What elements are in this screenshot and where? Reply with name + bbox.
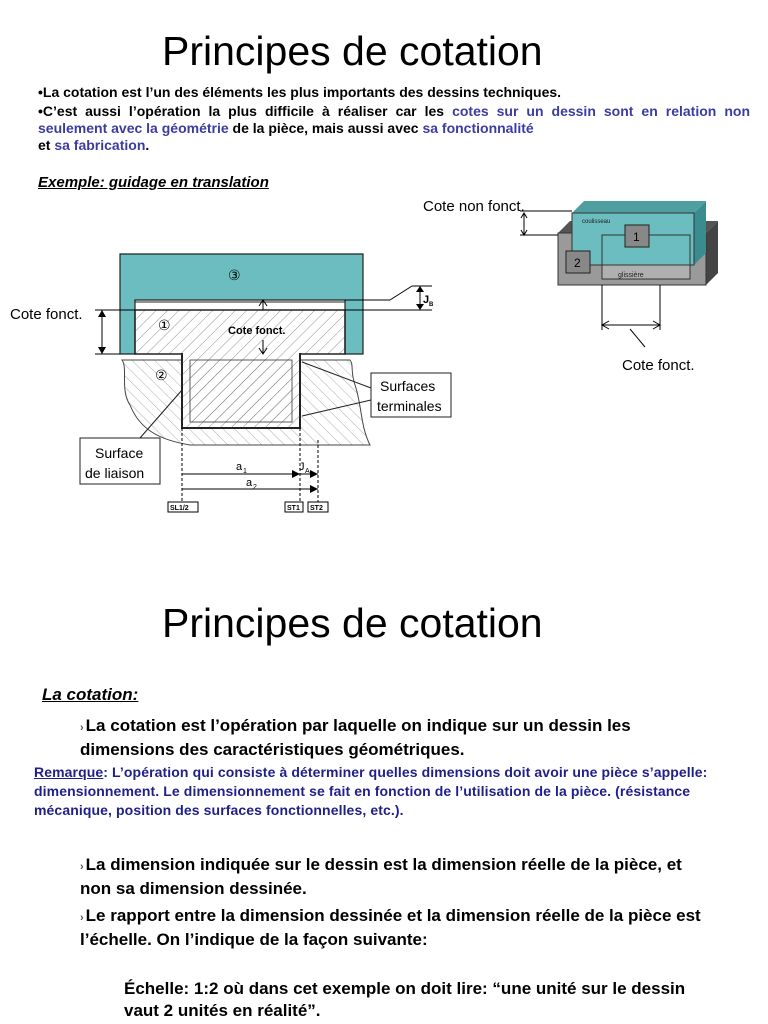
slide2-remark xyxy=(34,763,734,820)
slide2-title: Principes de cotation xyxy=(162,600,543,646)
label-coulisseau: coulisseau xyxy=(582,219,611,225)
label-1: 1 xyxy=(633,230,640,244)
label-ja-sub: A xyxy=(305,468,310,475)
label-part1: ① xyxy=(158,317,171,333)
slide2-section-title: La cotation: xyxy=(42,685,139,704)
label-sl12: SL1/2 xyxy=(170,505,189,512)
slide1-bullet2 xyxy=(38,103,750,154)
arrow-bullet-icon: › xyxy=(80,912,84,924)
label-a1-sub: 1 xyxy=(243,468,247,475)
slide2-point1 xyxy=(80,715,720,761)
label-cote-fonct-left: Cote fonct. xyxy=(10,306,83,323)
point2-text: La dimension indiquée sur le dessin est la dimension réelle de la pièce, et non sa dimension dessinée. xyxy=(80,855,682,898)
label-st1: ST1 xyxy=(287,505,300,512)
point3-text: Le rapport entre la dimension dessinée et la dimension réelle de la pièce est l’échelle. On l’indique de la façon suivante: xyxy=(80,906,701,949)
bullet2-blue3: sa fabrication xyxy=(54,137,146,153)
slide2-echelle: Échelle: 1:2 où dans cet exemple on doit lire: “une unité sur le dessin vaut 2 unités en réalité”. xyxy=(124,979,686,1020)
label-liaison-2: de liaison xyxy=(85,465,145,481)
label-glissiere: glissière xyxy=(618,272,644,279)
slide1-bullet1: •La cotation est l’un des éléments les plus importants des dessins techniques. xyxy=(38,84,562,100)
diagram-coulisseau-glissiere xyxy=(500,195,730,355)
bullet2-blue1: cotes sur un dessin sont en relation non seulement avec la géométrie xyxy=(38,103,750,136)
bullet2-part3: et xyxy=(38,137,55,153)
label-jb: J xyxy=(423,294,430,306)
bullet2-blue2: sa fonctionnalité xyxy=(422,120,534,136)
diagram-guidage-translation xyxy=(0,240,470,530)
label-2: 2 xyxy=(574,256,581,270)
label-part3: ③ xyxy=(228,267,241,283)
label-cote-non-fonct: Cote non fonct. xyxy=(423,198,525,215)
arrow-bullet-icon: › xyxy=(80,722,84,734)
slide2-point2 xyxy=(80,854,700,900)
bullet2-part1: •C’est aussi l’opération la plus difficile à réaliser car les xyxy=(38,103,453,119)
label-a2-sub: 2 xyxy=(253,484,257,491)
arrow-bullet-icon: › xyxy=(80,861,84,873)
label-ja: J xyxy=(299,461,305,473)
slide1-title: Principes de cotation xyxy=(162,28,543,74)
remark-text: : L’opération qui consiste à déterminer quelles dimensions doit avoir une pièce s’appelle: dimensionnement. Le dimensionnement se fait en fonction de l’utilisation de la pièce. (résistance mécanique, position des surfaces fonctionnelles, etc.). xyxy=(34,764,708,818)
label-a1: a xyxy=(236,461,243,473)
remark-label: Remarque xyxy=(34,764,104,780)
example-title: Exemple: guidage en translation xyxy=(38,174,269,191)
label-st2: ST2 xyxy=(310,505,323,512)
label-surfaces-2: terminales xyxy=(377,398,442,414)
slide2-point3 xyxy=(80,905,720,951)
label-cote-fonct-center: Cote fonct. xyxy=(228,325,286,337)
label-part2: ② xyxy=(155,367,168,383)
label-jb-sub: B xyxy=(429,302,434,308)
point1-text: La cotation est l’opération par laquelle on indique sur un dessin les dimensions des caractéristiques géométriques. xyxy=(80,716,631,759)
label-a2: a xyxy=(246,477,253,489)
label-cote-fonct-right: Cote fonct. xyxy=(622,357,695,374)
label-liaison-1: Surface xyxy=(95,445,144,461)
label-surfaces-1: Surfaces xyxy=(380,378,436,394)
bullet2-part4: . xyxy=(145,137,150,153)
bullet2-part2: de la pièce, mais aussi avec xyxy=(228,120,423,136)
